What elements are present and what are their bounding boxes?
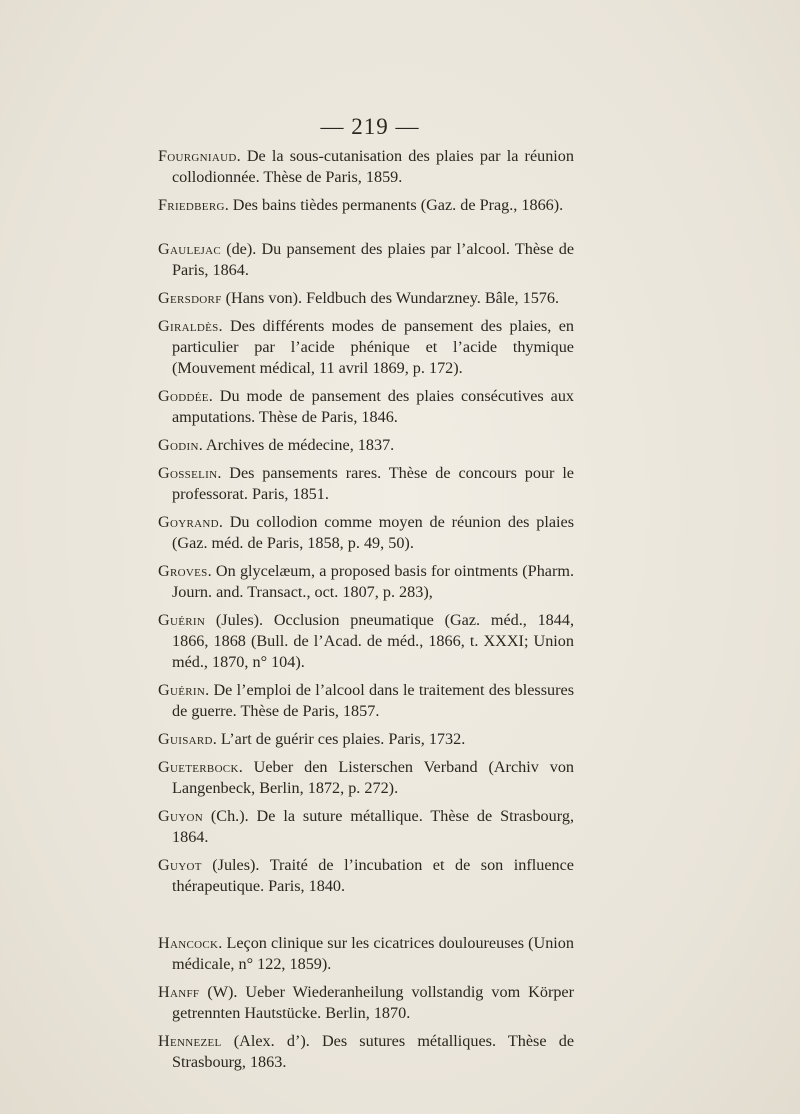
entry-text: Des différents modes de pansement des plaies, en particulier par l’acide phénique et l’acide thymique (Mouvement médical, 11 avril 1869, p. 172). — [172, 317, 574, 377]
entry-author: Goyrand — [158, 513, 219, 531]
bibliography-entry: Gueterbock. Ueber den Listerschen Verband (Archiv von Langenbeck, Berlin, 1872, p. 272). — [158, 758, 575, 797]
entry-author: Fourgniaud — [158, 147, 237, 165]
bibliography-entry: Fourgniaud. De la sous-cutanisation des plaies par la réunion collodionnée. Thèse de Paris, 1859. — [158, 147, 574, 186]
entry-text: De la sous-cutanisation des plaies par la réunion collodionnée. Thèse de Paris, 1859. — [172, 147, 574, 186]
bibliography-entry: Hancock. Leçon clinique sur les cicatrices douloureuses (Union médicale, n° 122, 1859). — [158, 934, 574, 973]
entry-text: (Ch.). De la suture métallique. Thèse de Strasbourg, 1864. — [172, 807, 574, 846]
entry-text: (Jules). Traité de l’incubation et de son influence thérapeutique. Paris, 1840. — [172, 856, 574, 895]
entry-text: L’art de guérir ces plaies. Paris, 1732. — [220, 730, 466, 748]
entry-author: Goddée — [158, 387, 209, 405]
entry-text: (Alex. d’). Des sutures métalliques. Thèse de Strasbourg, 1863. — [172, 1032, 575, 1071]
bibliography-entry — [158, 239, 574, 281]
entry-text: Archives de médecine, 1837. — [205, 436, 395, 454]
entry-text: Des bains tièdes permanents (Gaz. de Prag., 1866). — [232, 196, 564, 214]
entry-author: Gosselin — [158, 464, 218, 482]
entry-author: Gaulejac — [158, 240, 221, 258]
entry-author: Guérin — [158, 681, 206, 699]
entry-text: (W). Ueber Wiederanheilung vollstandig vom Körper getrennten Hautstücke. Berlin, 1870. — [172, 983, 575, 1022]
bibliography-entry: Groves. On glycelæum, a proposed basis for ointments (Pharm. Journ. and. Transact., oct. 1807, p. 283), — [158, 562, 574, 601]
bibliography-list — [158, 146, 574, 1080]
bibliography-entry: Friedberg. Des bains tièdes permanents (Gaz. de Prag., 1866). — [158, 196, 564, 214]
bibliography-entry: Gosselin. Des pansements rares. Thèse de concours pour le professorat. Paris, 1851. — [158, 464, 574, 503]
entry-text: De l’emploi de l’alcool dans le traitement des blessures de guerre. Thèse de Paris, 1857. — [172, 681, 574, 720]
bibliography-entry — [158, 806, 574, 848]
bibliography-entry: Guisard. L’art de guérir ces plaies. Paris, 1732. — [158, 730, 466, 748]
entry-text: Des pansements rares. Thèse de concours pour le professorat. Paris, 1851. — [172, 464, 574, 503]
entry-text: Ueber den Listerschen Verband (Archiv von Langenbeck, Berlin, 1872, p. 272). — [172, 758, 575, 797]
entry-text: Du mode de pansement des plaies consécutives aux amputations. Thèse de Paris, 1846. — [172, 387, 575, 426]
entry-author: Gersdorf — [158, 289, 222, 307]
entry-author: Groves — [158, 562, 208, 580]
entry-author: Giraldès — [158, 317, 219, 335]
page-number: — 219 — — [320, 114, 420, 139]
entry-author: Guisard — [158, 730, 213, 748]
bibliography-entry — [158, 982, 574, 1024]
entry-author: Gueterbock — [158, 758, 239, 776]
entry-author: Guyon — [158, 807, 203, 825]
entry-author: Hanff — [158, 983, 200, 1001]
entry-text: (de). Du pansement des plaies par l’alcool. Thèse de Paris, 1864. — [172, 240, 574, 279]
entry-author: Guyot — [158, 856, 202, 874]
bibliography-entry: Godin. Archives de médecine, 1837. — [158, 436, 395, 454]
bibliography-entry: Guérin. De l’emploi de l’alcool dans le traitement des blessures de guerre. Thèse de Paris, 1857. — [158, 681, 574, 720]
bibliography-entry: Goyrand. Du collodion comme moyen de réunion des plaies (Gaz. méd. de Paris, 1858, p. 49, 50). — [158, 513, 575, 552]
entry-author: Hancock — [158, 934, 219, 952]
bibliography-entry — [158, 288, 574, 309]
entry-text: Du collodion comme moyen de réunion des plaies (Gaz. méd. de Paris, 1858, p. 49, 50). — [172, 513, 575, 552]
entry-text: Leçon clinique sur les cicatrices douloureuses (Union médicale, n° 122, 1859). — [172, 934, 574, 973]
bibliography-entry: Giraldès. Des différents modes de pansement des plaies, en particulier par l’acide phénique et l’acide thymique (Mouvement médical, 11 avril 1869, p. 172). — [158, 317, 574, 377]
entry-text: (Hans von). Feldbuch des Wundarzney. Bâle, 1576. — [225, 289, 560, 307]
entry-text: On glycelæum, a proposed basis for ointments (Pharm. Journ. and. Transact., oct. 1807, p. 283), — [172, 562, 574, 601]
bibliography-entry: Goddée. Du mode de pansement des plaies consécutives aux amputations. Thèse de Paris, 1846. — [158, 387, 575, 426]
entry-author: Guérin — [158, 611, 206, 629]
entry-author: Friedberg — [158, 196, 225, 214]
bibliography-entry — [158, 610, 574, 673]
entry-text: (Jules). Occlusion pneumatique (Gaz. méd., 1844, 1866, 1868 (Bull. de l’Acad. de méd., 1866, t. XXXI; Union méd., 1870, n° 104). — [172, 611, 574, 671]
bibliography-entry — [158, 1031, 574, 1073]
entry-author: Hennezel — [158, 1032, 222, 1050]
bibliography-entry — [158, 855, 574, 897]
entry-author: Godin — [158, 436, 199, 454]
